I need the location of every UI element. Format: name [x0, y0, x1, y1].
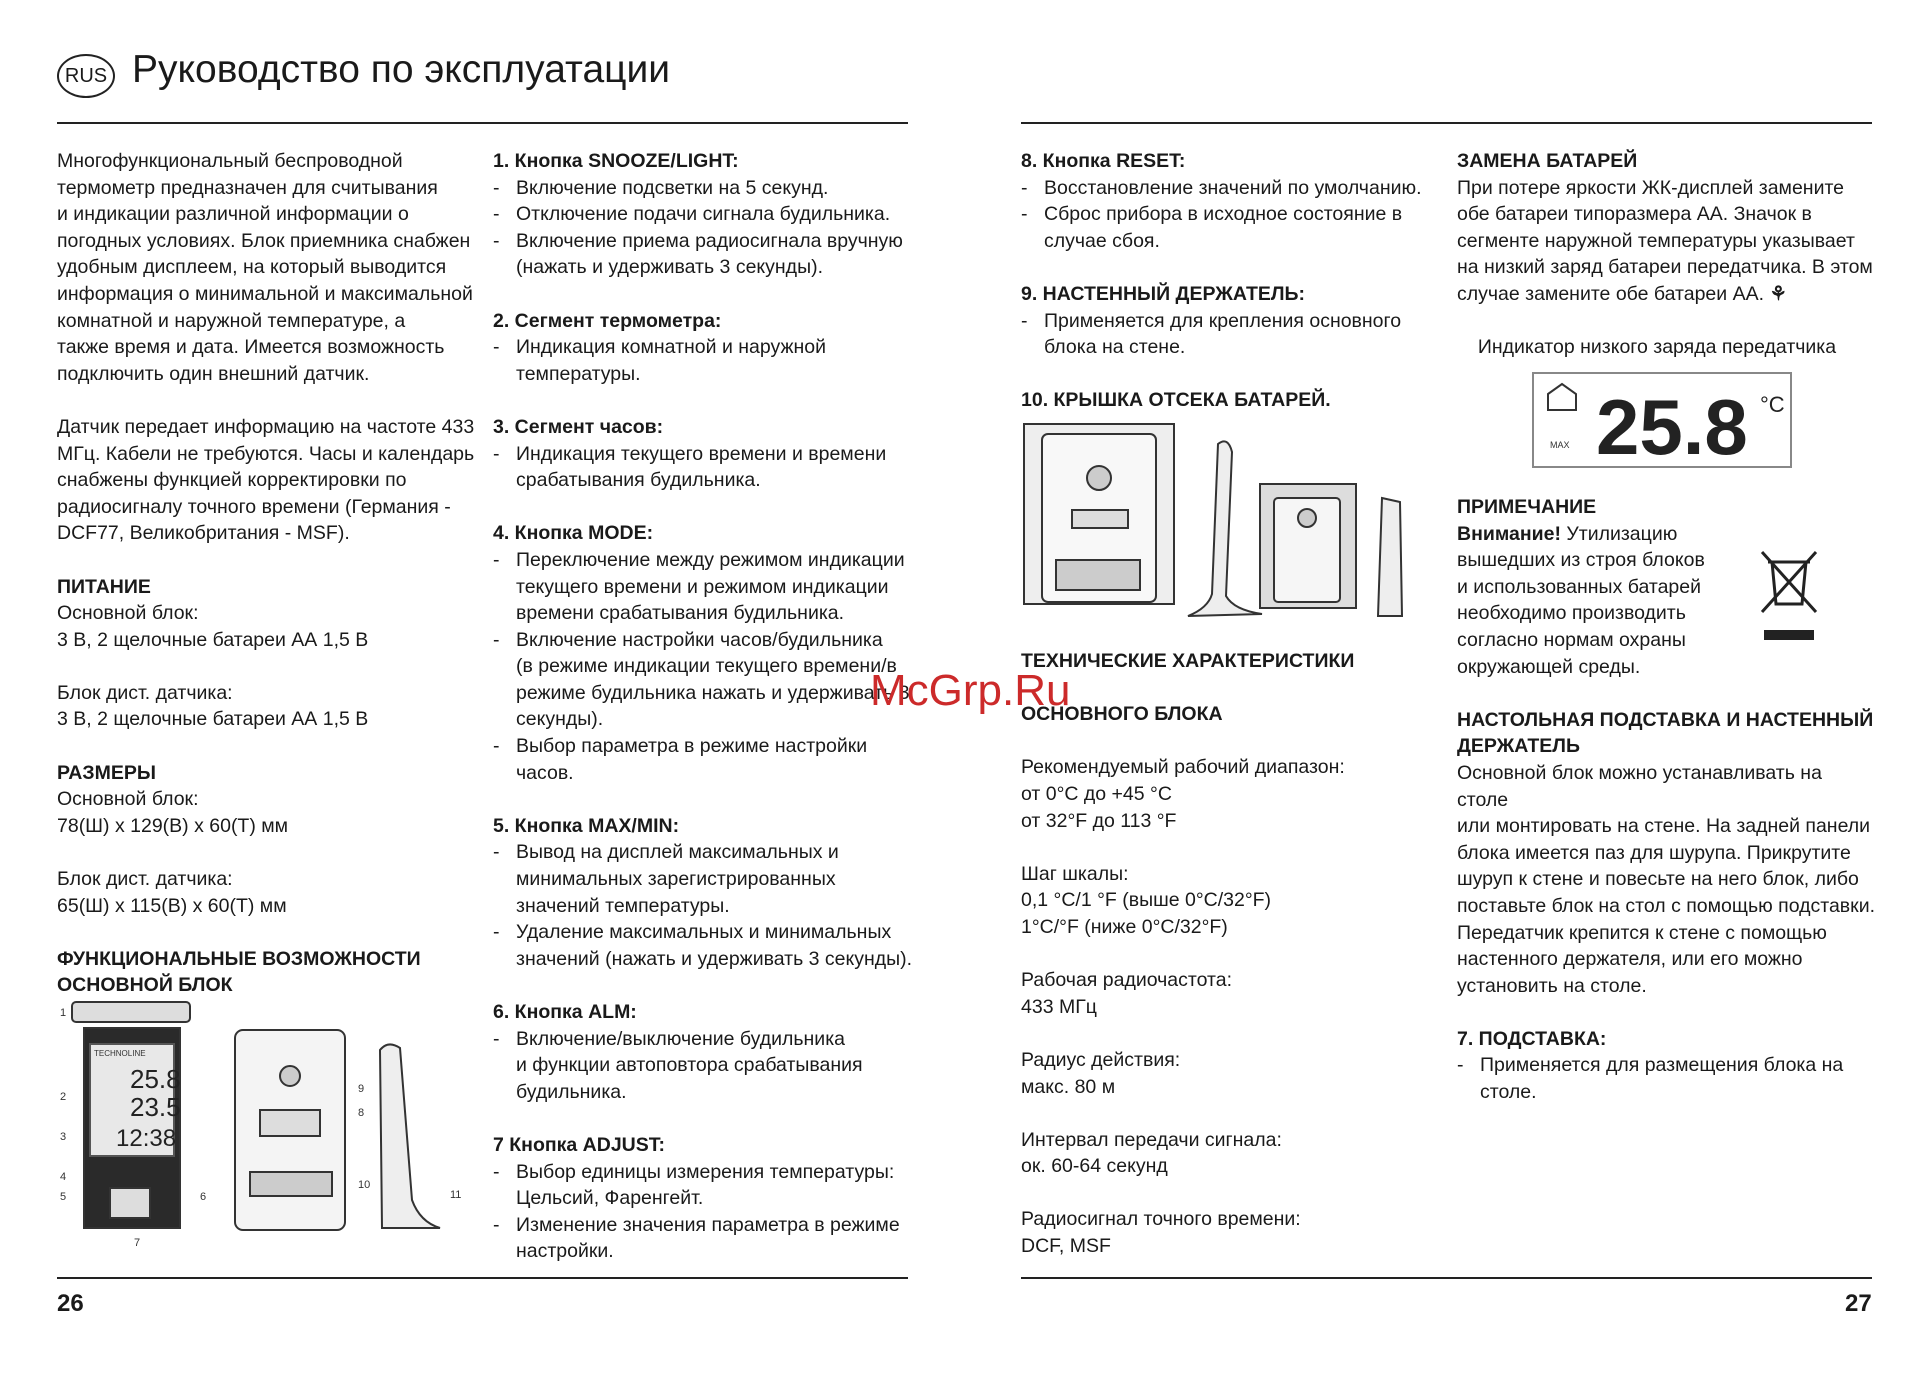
list-item: - Переключение между режимом индикации — [493, 547, 913, 574]
svg-text:11: 11 — [450, 1189, 462, 1201]
column-4-lower: ПРИМЕЧАНИЕ Внимание! Утилизацию вышедших из строя блоков и использованных батарей необходимо производить согласно нормам охраны окружающей среды. НАСТОЛЬНАЯ ПОДСТАВКА И НАСТЕННЫЙ ДЕРЖАТЕЛЬ Основной блок можно устанавливать на столе или монтировать на стене. На задней панели блока имеется паз для шурупа. Прикрутите шуруп к стене и повесьте на него блок, либо поставьте блок на стол с помощью подставки. Передатчик крепится к стене с помощью настенного держателя, или его можно установить на столе. 7. ПОДСТАВКА: - Применяется для размещения блока на столе. — [1457, 494, 1877, 1106]
battery-heading: ЗАМЕНА БАТАРЕЙ — [1457, 150, 1638, 172]
intro-paragraph-2: Датчик передает информацию на частоте 433 МГц. Кабели не требуются. Часы и календарь снабжены функцией корректировки по радиосигналу точного времени (Германия - DCF77, Великобритания - MSF). — [57, 415, 475, 545]
svg-text:7: 7 — [134, 1237, 141, 1249]
page-number-left: 26 — [57, 1290, 84, 1317]
cover-heading: 10. КРЫШКА ОТСЕКА БАТАРЕЙ. — [1021, 389, 1331, 412]
list-item: часов. — [516, 761, 574, 784]
list-item: времени срабатывания будильника. — [516, 602, 845, 625]
size-heading: РАЗМЕРЫ — [57, 761, 156, 784]
svg-text:6: 6 — [200, 1191, 207, 1203]
list-item: - Изменение значения параметра в режиме — [493, 1212, 913, 1239]
list-item: - Вывод на дисплей максимальных и — [493, 839, 913, 866]
list-item: будильника. — [516, 1080, 627, 1103]
svg-text:1: 1 — [60, 1007, 67, 1019]
column-2 — [493, 148, 913, 1265]
lcd-figure — [1532, 372, 1792, 468]
list-item: секунды). — [516, 708, 604, 731]
list-item: (в режиме индикации текущего времени/в — [516, 655, 897, 678]
lcd-label: MAX — [1550, 440, 1570, 450]
reset-heading: 8. Кнопка RESET: — [1021, 150, 1186, 172]
list-item: - Отключение подачи сигнала будильника. — [493, 201, 913, 228]
section-heading: 7 Кнопка ADJUST: — [493, 1133, 665, 1156]
lcd-value: 25.8 — [1596, 383, 1748, 468]
list-item: - Удаление максимальных и минимальных — [493, 919, 913, 946]
device-temp-1: 25.8 — [130, 1064, 181, 1094]
stand-heading: НАСТОЛЬНАЯ ПОДСТАВКА И НАСТЕННЫЙ — [1457, 708, 1874, 731]
device-temp-2: 23.5 — [130, 1092, 181, 1122]
power-heading: ПИТАНИЕ — [57, 575, 151, 598]
column-3-specs: ТЕХНИЧЕСКИЕ ХАРАКТЕРИСТИКИ ОСНОВНОГО БЛОКА Рекомендуемый рабочий диапазон: от 0°С до +45 °С от 32°F до 113 °F Шаг шкалы: 0,1 °С/1 °F (выше 0°С/32°F) 1°С/°F (ниже 0°С/32°F) Рабочая радиочастота: 433 МГц Радиус действия: макс. 80 м Интервал передачи сигнала: ок. 60-64 секунд Радиосигнал точного времени: DCF, MSF — [1021, 648, 1441, 1260]
section-heading: 2. Сегмент термометра: — [493, 309, 722, 332]
list-item: температуры. — [516, 362, 641, 385]
device-brand: TECHNOLINE — [94, 1049, 146, 1058]
svg-text:3: 3 — [60, 1131, 67, 1143]
list-item: - Включение подсветки на 5 секунд. — [493, 175, 913, 202]
page-title: Руководство по эксплуатации — [132, 48, 671, 91]
list-item: - Выбор параметра в режиме настройки — [493, 733, 913, 760]
top-rule-left — [57, 122, 908, 124]
tech-heading: ТЕХНИЧЕСКИЕ ХАРАКТЕРИСТИКИ — [1021, 650, 1355, 672]
list-item: значений (нажать и удерживать 3 секунды). — [516, 947, 913, 970]
svg-text:10: 10 — [358, 1179, 371, 1191]
intro-paragraph: Многофункциональный беспроводной термометр предназначен для считывания и индикации различной информации о погодных условиях. Блок приемника снабжен удобным дисплеем, на который выводится информация о минимальной и максимальной комнатной и наружной температуре, а также время и дата. Имеется возможность подключить один внешний датчик. — [57, 150, 473, 385]
list-item: Цельсий, Фаренгейт. — [516, 1187, 704, 1210]
svg-text:5: 5 — [60, 1191, 67, 1203]
battery-cover-figure — [1022, 418, 1422, 623]
bottom-rule-left — [57, 1277, 908, 1279]
language-badge: RUS — [57, 54, 115, 98]
lcd-unit: °C — [1760, 392, 1785, 417]
list-item: режиме будильника нажать и удерживать 3 — [516, 681, 910, 704]
column-3: 8. Кнопка RESET: - Восстановление значений по умолчанию. - Сброс прибора в исходное состояние в случае сбоя. 9. НАСТЕННЫЙ ДЕРЖАТЕЛЬ: - Применяется для крепления основного блока на стене. 10. КРЫШКА ОТСЕКА БАТАРЕЙ. — [1021, 148, 1441, 414]
svg-text:2: 2 — [60, 1091, 67, 1103]
device-time: 12:38 — [116, 1125, 177, 1152]
section-heading: 6. Кнопка ALM: — [493, 1001, 637, 1023]
list-item: - Выбор единицы измерения температуры: — [493, 1159, 913, 1186]
holder-heading: 9. НАСТЕННЫЙ ДЕРЖАТЕЛЬ: — [1021, 282, 1306, 305]
list-item: - Включение/выключение будильника — [493, 1026, 913, 1053]
functions-heading: ФУНКЦИОНАЛЬНЫЕ ВОЗМОЖНОСТИ — [57, 947, 421, 970]
section-heading: 3. Сегмент часов: — [493, 415, 664, 438]
section-heading: 5. Кнопка MAX/MIN: — [493, 814, 680, 837]
stand7-heading: 7. ПОДСТАВКА: — [1457, 1027, 1607, 1050]
column-1: Многофункциональный беспроводной термометр предназначен для считывания и индикации различной информации о погодных условиях. Блок приемника снабжен удобным дисплеем, на который выводится информация о минимальной и максимальной комнатной и наружной температуре, а также время и дата. Имеется возможность подключить один внешний датчик. Датчик передает информацию на частоте 433 МГц. Кабели не требуются. Часы и календарь снабжены функцией корректировки по радиосигналу точного времени (Германия - DCF77, Великобритания - MSF). ПИТАНИЕ Основной блок: 3 В, 2 щелочные батареи АА 1,5 В Блок дист. датчика: 3 В, 2 щелочные батареи АА 1,5 В РАЗМЕРЫ Основной блок: 78(Ш) x 129(В) x 60(Т) мм Блок дист. датчика: 65(Ш) x 115(В) x 60(Т) мм ФУНКЦИОНАЛЬНЫЕ ВОЗМОЖНОСТИ ОСНОВНОЙ БЛОК — [57, 148, 477, 999]
list-item: - Включение приема радиосигнала вручную — [493, 228, 913, 255]
list-item: минимальных зарегистрированных — [516, 868, 836, 891]
list-item: текущего времени и режимом индикации — [516, 575, 889, 598]
list-item: - Включение настройки часов/будильника — [493, 627, 913, 654]
list-item: (нажать и удерживать 3 секунды). — [516, 256, 823, 279]
section-heading: 4. Кнопка MODE: — [493, 522, 654, 545]
top-rule-right — [1021, 122, 1872, 124]
list-item: - Индикация текущего времени и времени — [493, 441, 913, 468]
section-heading: 1. Кнопка SNOOZE/LIGHT: — [493, 150, 739, 172]
list-item: и функции автоповтора срабатывания — [516, 1054, 863, 1077]
recycle-bin-icon — [1758, 548, 1820, 644]
list-item: - Индикация комнатной и наружной — [493, 334, 913, 361]
svg-text:8: 8 — [358, 1107, 365, 1119]
svg-text:4: 4 — [60, 1171, 67, 1183]
column-4: ЗАМЕНА БАТАРЕЙ При потере яркости ЖК-дисплей замените обе батареи типоразмера АА. Значок в сегменте наружной температуры указывает на низкий заряд батареи передатчика. В этом случае замените обе батареи АА. ⚘ Индикатор низкого заряда передатчика — [1457, 148, 1877, 361]
bottom-rule-right — [1021, 1277, 1872, 1279]
low-battery-icon: ⚘ — [1769, 282, 1787, 305]
list-item: срабатывания будильника. — [516, 469, 761, 492]
page-number-right: 27 — [1845, 1290, 1872, 1317]
watermark: McGrp.Ru — [870, 666, 1071, 715]
indicator-caption: Индикатор низкого заряда передатчика — [1477, 336, 1837, 359]
list-item: значений температуры. — [516, 894, 730, 917]
device-figure — [60, 1000, 480, 1250]
note-heading: ПРИМЕЧАНИЕ — [1457, 496, 1597, 518]
list-item: настройки. — [516, 1240, 614, 1263]
svg-text:9: 9 — [358, 1083, 365, 1095]
